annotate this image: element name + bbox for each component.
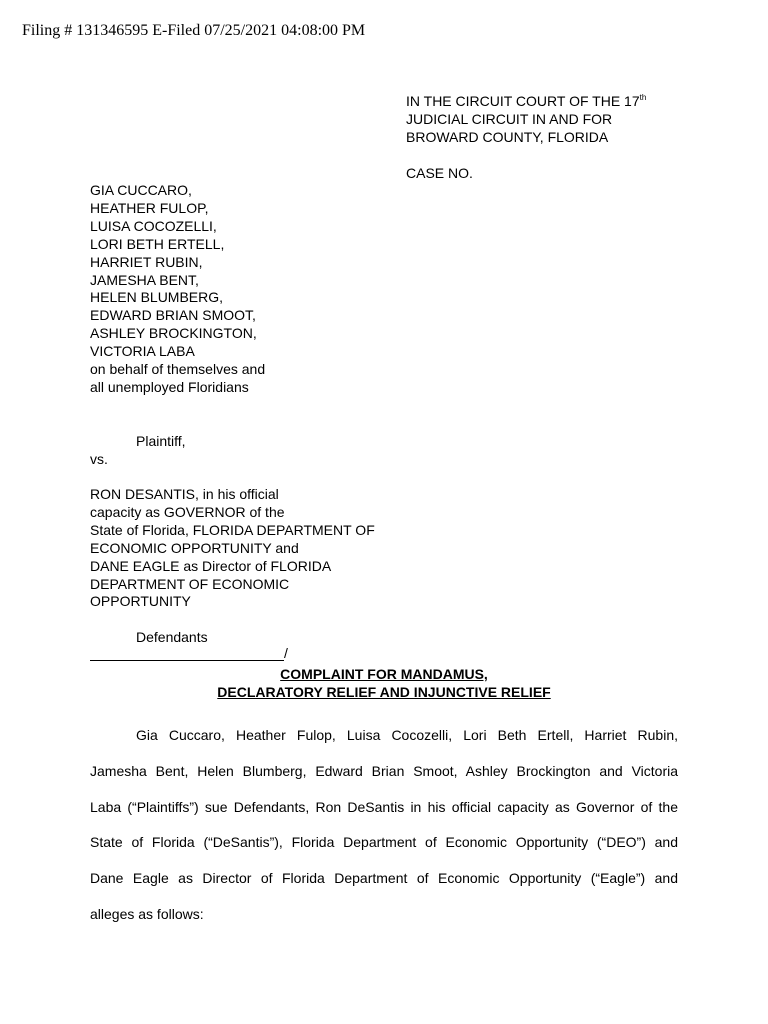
paragraph-line: alleges as follows: <box>90 905 204 922</box>
plaintiff-line: ASHLEY BROCKINGTON, <box>90 325 257 342</box>
paragraph-line: State of Florida (“DeSantis”), Florida Department of Economic Opportunity (“DEO”) and <box>90 834 678 851</box>
court-line-1-text: IN THE CIRCUIT COURT OF THE 17 <box>406 93 640 109</box>
defendant-line: RON DESANTIS, in his official <box>90 486 279 502</box>
complaint-title-line-1: COMPLAINT FOR MANDAMUS, <box>280 666 488 682</box>
court-line-2: JUDICIAL CIRCUIT IN AND FOR <box>406 111 613 127</box>
paragraph-line: Laba (“Plaintiffs”) sue Defendants, Ron DeSantis in his official capacity as Governor of the <box>90 798 678 815</box>
court-line-1-ordinal: th <box>639 93 647 102</box>
court-line-1 <box>406 92 646 110</box>
plaintiff-line: GIA CUCCARO, <box>90 182 192 198</box>
paragraph-line: Jamesha Bent, Helen Blumberg, Edward Brian Smoot, Ashley Brockington and Victoria <box>90 762 678 779</box>
defendant-line: OPPORTUNITY <box>90 593 191 610</box>
versus-label: vs. <box>90 451 108 467</box>
plaintiff-line: on behalf of themselves and <box>90 361 266 378</box>
defendants-list <box>90 486 375 611</box>
plaintiff-line: EDWARD BRIAN SMOOT, <box>90 307 256 324</box>
plaintiff-line: HEATHER FULOP, <box>90 199 209 216</box>
filing-header: Filing # 131346595 E-Filed 07/25/2021 04:08:00 PM <box>22 22 366 39</box>
complaint-title-line-2: DECLARATORY RELIEF AND INJUNCTIVE RELIEF <box>217 684 551 700</box>
defendant-line: DEPARTMENT OF ECONOMIC <box>90 575 290 592</box>
paragraph-line: Dane Eagle as Director of Florida Department of Economic Opportunity (“Eagle”) and <box>90 870 678 887</box>
plaintiff-line: VICTORIA LABA <box>90 343 195 360</box>
plaintiff-line: LUISA COCOZELLI, <box>90 217 217 234</box>
court-caption <box>406 92 646 146</box>
caption-slash: / <box>284 645 288 661</box>
plaintiff-line: all unemployed Floridians <box>90 378 249 395</box>
defendants-label: Defendants <box>136 629 208 645</box>
plaintiff-label: Plaintiff, <box>136 433 186 449</box>
paragraph-line: Gia Cuccaro, Heather Fulop, Luisa Cocozelli, Lori Beth Ertell, Harriet Rubin, <box>136 727 678 743</box>
defendant-line: capacity as GOVERNOR of the <box>90 503 285 520</box>
plaintiff-line: LORI BETH ERTELL, <box>90 235 225 252</box>
plaintiff-line: HELEN BLUMBERG, <box>90 289 224 306</box>
caption-rule <box>90 646 284 661</box>
court-line-3: BROWARD COUNTY, FLORIDA <box>406 129 609 145</box>
defendant-line: ECONOMIC OPPORTUNITY and <box>90 539 299 556</box>
defendant-line: DANE EAGLE as Director of FLORIDA <box>90 557 332 574</box>
caption-divider <box>90 645 288 661</box>
defendant-line: State of Florida, FLORIDA DEPARTMENT OF <box>90 521 375 538</box>
plaintiff-line: HARRIET RUBIN, <box>90 253 203 270</box>
plaintiff-line: JAMESHA BENT, <box>90 271 199 288</box>
complaint-title <box>90 665 678 701</box>
complaint-intro-paragraph <box>90 718 678 933</box>
plaintiffs-list <box>90 182 265 397</box>
case-number: CASE NO. <box>406 165 473 181</box>
